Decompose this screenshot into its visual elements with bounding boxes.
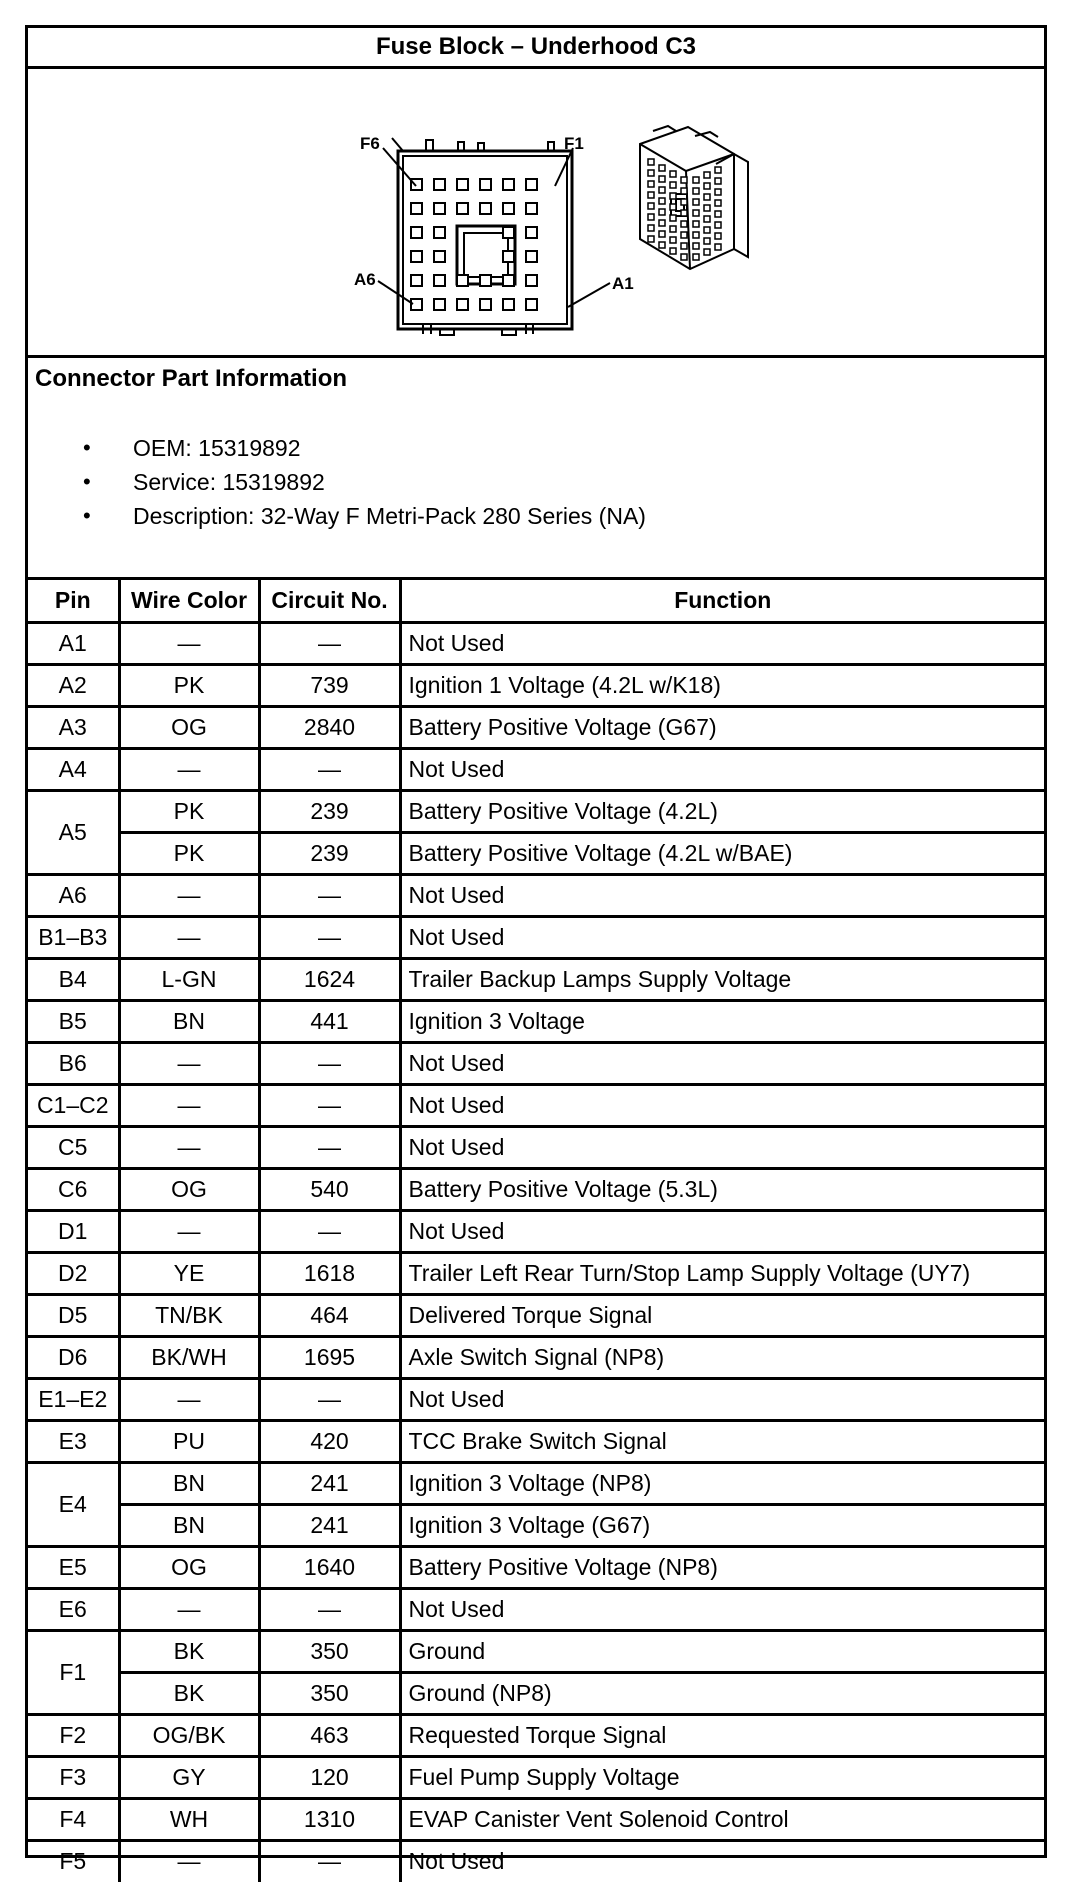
circuit-cell: 1310 (259, 1798, 400, 1840)
wire-color-cell: — (119, 1588, 259, 1630)
circuit-cell: — (259, 1210, 400, 1252)
terminal-cavity (411, 227, 422, 238)
page-title: Fuse Block – Underhood C3 (28, 28, 1044, 69)
wire-color-cell: — (119, 748, 259, 790)
iso-cavity (670, 215, 676, 221)
pinout-header-row (28, 580, 1044, 622)
iso-cavity (659, 176, 665, 182)
circuit-cell: — (259, 1084, 400, 1126)
iso-cavity (648, 236, 654, 242)
terminal-cavity (411, 275, 422, 286)
pin-cell: A5 (28, 790, 119, 874)
terminal-cavity (434, 179, 445, 190)
function-cell: Ignition 3 Voltage (G67) (400, 1504, 1044, 1546)
function-cell: Ignition 3 Voltage (400, 1000, 1044, 1042)
connector-diagram (28, 69, 1044, 358)
function-cell: Delivered Torque Signal (400, 1294, 1044, 1336)
terminal-cavity (480, 299, 491, 310)
iso-cavity (693, 232, 699, 238)
table-row (28, 1714, 1044, 1756)
iso-cavity (648, 170, 654, 176)
pin-cell: E6 (28, 1588, 119, 1630)
iso-cavity (670, 237, 676, 243)
iso-cavity (715, 222, 721, 228)
iso-cavity (670, 226, 676, 232)
iso-cavity (693, 210, 699, 216)
circuit-cell: — (259, 1126, 400, 1168)
terminal-cavity (526, 299, 537, 310)
circuit-cell: 241 (259, 1462, 400, 1504)
table-row (28, 1336, 1044, 1378)
pin-cell: D1 (28, 1210, 119, 1252)
function-cell: Fuel Pump Supply Voltage (400, 1756, 1044, 1798)
pin-label-a6: A6 (354, 270, 376, 289)
iso-cavity (704, 183, 710, 189)
table-row (28, 1504, 1044, 1546)
pin-cell: B1–B3 (28, 916, 119, 958)
iso-cavity (648, 181, 654, 187)
pin-label-f1: F1 (564, 134, 584, 153)
wire-color-cell: BK (119, 1630, 259, 1672)
function-cell: Ignition 3 Voltage (NP8) (400, 1462, 1044, 1504)
iso-cavity (670, 248, 676, 254)
circuit-cell: — (259, 622, 400, 664)
pin-cell: C5 (28, 1126, 119, 1168)
circuit-cell: — (259, 748, 400, 790)
terminal-cavity (480, 275, 491, 286)
pin-cell: A6 (28, 874, 119, 916)
circuit-cell: 464 (259, 1294, 400, 1336)
table-row (28, 1420, 1044, 1462)
pinout-body (28, 622, 1044, 1882)
pin-cell: A3 (28, 706, 119, 748)
pin-label-a1: A1 (612, 274, 634, 293)
function-cell: Ground (NP8) (400, 1672, 1044, 1714)
table-row (28, 1084, 1044, 1126)
circuit-cell: 739 (259, 664, 400, 706)
terminal-cavity (503, 251, 514, 262)
terminal-cavity (480, 203, 491, 214)
function-cell: Trailer Left Rear Turn/Stop Lamp Supply Voltage (UY7) (400, 1252, 1044, 1294)
circuit-cell: — (259, 1588, 400, 1630)
iso-cavity (659, 187, 665, 193)
iso-cavity (704, 194, 710, 200)
terminal-cavity (434, 227, 445, 238)
iso-cavity (659, 198, 665, 204)
function-cell: Trailer Backup Lamps Supply Voltage (400, 958, 1044, 1000)
part-info-list (28, 431, 646, 533)
wire-color-cell: OG (119, 706, 259, 748)
wire-color-cell: BN (119, 1462, 259, 1504)
iso-cavity (648, 203, 654, 209)
wire-color-cell: OG (119, 1546, 259, 1588)
table-row (28, 916, 1044, 958)
pin-cell: C6 (28, 1168, 119, 1210)
wire-color-cell: OG (119, 1168, 259, 1210)
iso-cavity (693, 177, 699, 183)
iso-cavity (681, 221, 687, 227)
iso-cavity (693, 221, 699, 227)
iso-cavity (715, 244, 721, 250)
function-cell: Not Used (400, 1840, 1044, 1882)
part-info-oem: • OEM: 15319892 (28, 431, 646, 465)
terminal-cavity (503, 299, 514, 310)
wire-color-cell: BK/WH (119, 1336, 259, 1378)
wire-color-cell: WH (119, 1798, 259, 1840)
column-header-function: Function (400, 580, 1044, 622)
terminal-cavity (526, 203, 537, 214)
wire-color-cell: — (119, 1840, 259, 1882)
pin-cell: F1 (28, 1630, 119, 1714)
iso-cavity (659, 220, 665, 226)
wire-color-cell: — (119, 1378, 259, 1420)
table-row (28, 874, 1044, 916)
table-row (28, 1210, 1044, 1252)
pin-cell: B6 (28, 1042, 119, 1084)
table-row (28, 1798, 1044, 1840)
wire-color-cell: PU (119, 1420, 259, 1462)
wire-color-cell: — (119, 1210, 259, 1252)
pin-cell: E4 (28, 1462, 119, 1546)
part-info-service: • Service: 15319892 (28, 465, 646, 499)
iso-cavity (681, 188, 687, 194)
terminal-cavity (526, 275, 537, 286)
connector-isometric-cavities (648, 159, 721, 260)
circuit-cell: 1618 (259, 1252, 400, 1294)
circuit-cell: — (259, 1840, 400, 1882)
connector-part-info (28, 358, 1044, 580)
iso-cavity (715, 167, 721, 173)
connector-face-diagram (28, 69, 1044, 355)
column-header-circuit: Circuit No. (259, 580, 400, 622)
table-row (28, 1462, 1044, 1504)
table-row (28, 1630, 1044, 1672)
pin-cell: B4 (28, 958, 119, 1000)
table-row (28, 1126, 1044, 1168)
iso-cavity (704, 227, 710, 233)
function-cell: Axle Switch Signal (NP8) (400, 1336, 1044, 1378)
table-row (28, 832, 1044, 874)
pin-cell: D5 (28, 1294, 119, 1336)
iso-cavity (659, 209, 665, 215)
table-row (28, 748, 1044, 790)
table-row (28, 1378, 1044, 1420)
terminal-cavity (434, 203, 445, 214)
function-cell: EVAP Canister Vent Solenoid Control (400, 1798, 1044, 1840)
function-cell: Ignition 1 Voltage (4.2L w/K18) (400, 664, 1044, 706)
circuit-cell: 1624 (259, 958, 400, 1000)
pin-cell: E1–E2 (28, 1378, 119, 1420)
pin-cell: F5 (28, 1840, 119, 1882)
wire-color-cell: YE (119, 1252, 259, 1294)
pin-cell: A2 (28, 664, 119, 706)
circuit-cell: — (259, 1042, 400, 1084)
circuit-cell: 441 (259, 1000, 400, 1042)
iso-cavity (693, 254, 699, 260)
table-row (28, 1840, 1044, 1882)
circuit-cell: 350 (259, 1630, 400, 1672)
iso-cavity (715, 211, 721, 217)
function-cell: Not Used (400, 916, 1044, 958)
function-cell: Requested Torque Signal (400, 1714, 1044, 1756)
terminal-cavity (480, 179, 491, 190)
iso-cavity (681, 199, 687, 205)
table-row (28, 706, 1044, 748)
pinout-table (28, 580, 1044, 1882)
wire-color-cell: — (119, 1126, 259, 1168)
circuit-cell: — (259, 874, 400, 916)
iso-cavity (670, 171, 676, 177)
part-info-title: Connector Part Information (35, 365, 348, 392)
table-row (28, 1294, 1044, 1336)
pin-cell: D6 (28, 1336, 119, 1378)
circuit-cell: 120 (259, 1756, 400, 1798)
iso-cavity (715, 200, 721, 206)
pin-cell: B5 (28, 1000, 119, 1042)
function-cell: Battery Positive Voltage (5.3L) (400, 1168, 1044, 1210)
column-header-pin: Pin (28, 580, 119, 622)
circuit-cell: 1640 (259, 1546, 400, 1588)
wire-color-cell: — (119, 1084, 259, 1126)
iso-cavity (681, 254, 687, 260)
table-row (28, 1042, 1044, 1084)
iso-cavity (715, 189, 721, 195)
column-header-wire-color: Wire Color (119, 580, 259, 622)
function-cell: Battery Positive Voltage (4.2L) (400, 790, 1044, 832)
part-info-description: • Description: 32-Way F Metri-Pack 280 Series (NA) (28, 499, 646, 533)
table-row (28, 1546, 1044, 1588)
wire-color-cell: — (119, 874, 259, 916)
connector-sheet (25, 25, 1047, 1875)
circuit-cell: — (259, 1378, 400, 1420)
iso-cavity (715, 178, 721, 184)
terminal-cavity (457, 275, 468, 286)
table-row (28, 790, 1044, 832)
iso-cavity (659, 165, 665, 171)
circuit-cell: 241 (259, 1504, 400, 1546)
terminal-cavity (526, 179, 537, 190)
pin-cell: E3 (28, 1420, 119, 1462)
terminal-cavity (457, 299, 468, 310)
iso-cavity (693, 188, 699, 194)
iso-cavity (681, 243, 687, 249)
table-row (28, 1588, 1044, 1630)
circuit-cell: 239 (259, 790, 400, 832)
pin-cell: E5 (28, 1546, 119, 1588)
function-cell: Not Used (400, 1042, 1044, 1084)
table-row (28, 664, 1044, 706)
table-row (28, 622, 1044, 664)
iso-cavity (704, 205, 710, 211)
table-row (28, 1252, 1044, 1294)
terminal-cavity (526, 227, 537, 238)
wire-color-cell: GY (119, 1756, 259, 1798)
iso-cavity (704, 216, 710, 222)
wire-color-cell: PK (119, 790, 259, 832)
terminal-cavity (503, 227, 514, 238)
function-cell: Not Used (400, 874, 1044, 916)
function-cell: Battery Positive Voltage (NP8) (400, 1546, 1044, 1588)
terminal-cavity (503, 275, 514, 286)
iso-cavity (659, 231, 665, 237)
wire-color-cell: BN (119, 1504, 259, 1546)
function-cell: TCC Brake Switch Signal (400, 1420, 1044, 1462)
terminal-cavity (457, 179, 468, 190)
wire-color-cell: BK (119, 1672, 259, 1714)
pin-cell: D2 (28, 1252, 119, 1294)
terminal-cavity (526, 251, 537, 262)
terminal-cavities (411, 179, 537, 310)
circuit-cell: 540 (259, 1168, 400, 1210)
function-cell: Not Used (400, 1084, 1044, 1126)
function-cell: Not Used (400, 748, 1044, 790)
function-cell: Not Used (400, 1126, 1044, 1168)
terminal-cavity (503, 203, 514, 214)
circuit-cell: — (259, 916, 400, 958)
wire-color-cell: L-GN (119, 958, 259, 1000)
circuit-cell: 350 (259, 1672, 400, 1714)
wire-color-cell: BN (119, 1000, 259, 1042)
iso-cavity (704, 172, 710, 178)
table-row (28, 1000, 1044, 1042)
iso-cavity (648, 214, 654, 220)
pin-cell: A4 (28, 748, 119, 790)
function-cell: Ground (400, 1630, 1044, 1672)
wire-color-cell: OG/BK (119, 1714, 259, 1756)
iso-cavity (704, 249, 710, 255)
iso-cavity (670, 204, 676, 210)
pin-cell: F2 (28, 1714, 119, 1756)
iso-cavity (715, 233, 721, 239)
terminal-cavity (434, 275, 445, 286)
function-cell: Battery Positive Voltage (4.2L w/BAE) (400, 832, 1044, 874)
circuit-cell: 1695 (259, 1336, 400, 1378)
circuit-cell: 463 (259, 1714, 400, 1756)
terminal-cavity (411, 203, 422, 214)
wire-color-cell: PK (119, 664, 259, 706)
function-cell: Battery Positive Voltage (G67) (400, 706, 1044, 748)
iso-cavity (681, 177, 687, 183)
table-row (28, 1672, 1044, 1714)
iso-cavity (693, 243, 699, 249)
function-cell: Not Used (400, 622, 1044, 664)
function-cell: Not Used (400, 1210, 1044, 1252)
wire-color-cell: — (119, 1042, 259, 1084)
iso-cavity (693, 199, 699, 205)
terminal-cavity (411, 251, 422, 262)
terminal-cavity (503, 179, 514, 190)
function-cell: Not Used (400, 1378, 1044, 1420)
terminal-cavity (434, 251, 445, 262)
wire-color-cell: — (119, 622, 259, 664)
pin-label-f6: F6 (360, 134, 380, 153)
table-row (28, 958, 1044, 1000)
terminal-cavity (434, 299, 445, 310)
iso-cavity (670, 193, 676, 199)
iso-cavity (648, 225, 654, 231)
iso-cavity (681, 210, 687, 216)
pin-cell: C1–C2 (28, 1084, 119, 1126)
iso-cavity (681, 232, 687, 238)
circuit-cell: 420 (259, 1420, 400, 1462)
terminal-cavity (457, 203, 468, 214)
iso-cavity (670, 182, 676, 188)
iso-cavity (704, 238, 710, 244)
wire-color-cell: — (119, 916, 259, 958)
iso-cavity (648, 159, 654, 165)
wire-color-cell: PK (119, 832, 259, 874)
iso-cavity (659, 242, 665, 248)
circuit-cell: 2840 (259, 706, 400, 748)
iso-cavity (648, 192, 654, 198)
wire-color-cell: TN/BK (119, 1294, 259, 1336)
function-cell: Not Used (400, 1588, 1044, 1630)
circuit-cell: 239 (259, 832, 400, 874)
table-row (28, 1756, 1044, 1798)
table-row (28, 1168, 1044, 1210)
pin-cell: A1 (28, 622, 119, 664)
pin-cell: F3 (28, 1756, 119, 1798)
pin-cell: F4 (28, 1798, 119, 1840)
